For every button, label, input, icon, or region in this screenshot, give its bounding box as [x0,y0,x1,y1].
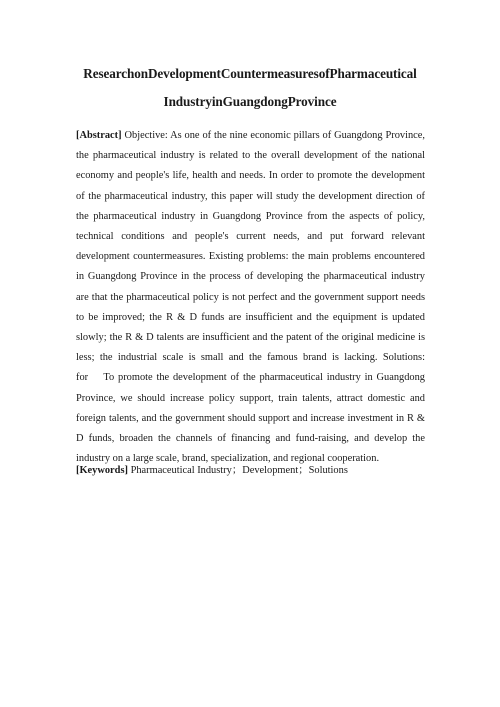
abstract-label: [Abstract] [76,130,122,141]
keywords-paragraph [76,463,425,479]
paper-title-line-2: IndustryinGuangdongProvince [163,94,337,109]
paper-title-line-1: ResearchonDevelopmentCountermeasuresofPharmaceutical [83,66,417,81]
abstract-text: Objective: As one of the nine economic pillars of Guangdong Province, the pharmaceutical industry is related to the overall development of the national economy and people's life, health and needs. In order to promote the development of the pharmaceutical industry, this paper will study the development direction of the pharmaceutical industry in Guangdong Province from the aspects of policy, technical conditions and people's current needs, and put forward relevant development countermeasures. Existing problems: the main problems encountered in Guangdong Province in the process of developing the pharmaceutical industry are that the pharmaceutical policy is not perfect and the government support needs to be improved; the R & D funds are insufficient and the equipment is updated slowly; the R & D talents are insufficient and the patent of the original medicine is less; the industrial scale is small and the famous brand is lacking. Solutions: for To promote the development of the pharmaceutical industry in Guangdong Province, we should increase policy support, train talents, attract domestic and foreign talents, and the government should support and increase investment in R & D funds, broaden the channels of financing and fund-raising, and develop the industry on a large scale, brand, specialization, and regional cooperation. [76,130,425,465]
keywords-text: Pharmaceutical Industry；Development；Solutions [130,465,348,476]
keywords-label: [Keywords] [76,465,128,476]
abstract-paragraph [76,126,425,469]
